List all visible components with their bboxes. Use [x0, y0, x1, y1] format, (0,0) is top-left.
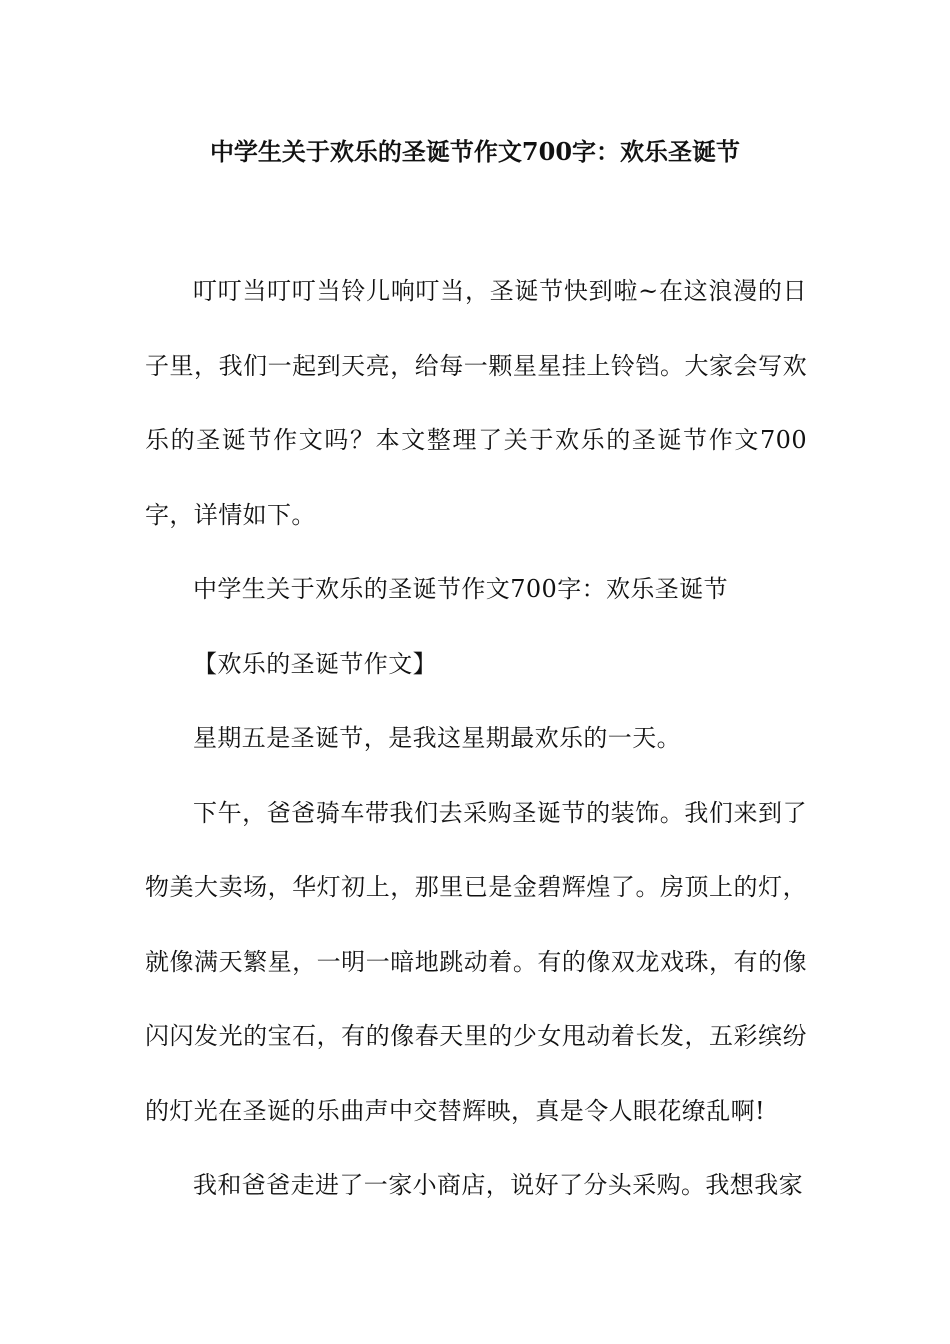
paragraph-friday: 星期五是圣诞节，是我这星期最欢乐的一天。 [193, 724, 681, 752]
document-body [145, 254, 807, 1223]
paragraph-intro: 叮叮当叮叮当铃儿响叮当，圣诞节快到啦~在这浪漫的日子里，我们一起到天亮，给每一颗星星挂上铃铛。大家会写欢乐的圣诞节作文吗？本文整理了关于欢乐的圣诞节作文700字，详情如下。 [145, 277, 807, 529]
paragraph-store: 我和爸爸走进了一家小商店，说好了分头采购。我想我家 [193, 1171, 803, 1199]
paragraph-section-heading: 【欢乐的圣诞节作文】 [193, 649, 437, 678]
paragraph-subtitle: 中学生关于欢乐的圣诞节作文700字：欢乐圣诞节 [193, 575, 729, 603]
paragraph-shopping: 下午，爸爸骑车带我们去采购圣诞节的装饰。我们来到了物美大卖场，华灯初上，那里已是金碧辉煌了。房顶上的灯，就像满天繁星，一明一暗地跳动着。有的像双龙戏珠，有的像闪闪发光的宝石，有的像春天里的少女甩动着长发，五彩缤纷的灯光在圣诞的乐曲声中交替辉映，真是令人眼花缭乱啊! [145, 798, 807, 1125]
document-title: 中学生关于欢乐的圣诞节作文700字：欢乐圣诞节 [209, 137, 741, 166]
